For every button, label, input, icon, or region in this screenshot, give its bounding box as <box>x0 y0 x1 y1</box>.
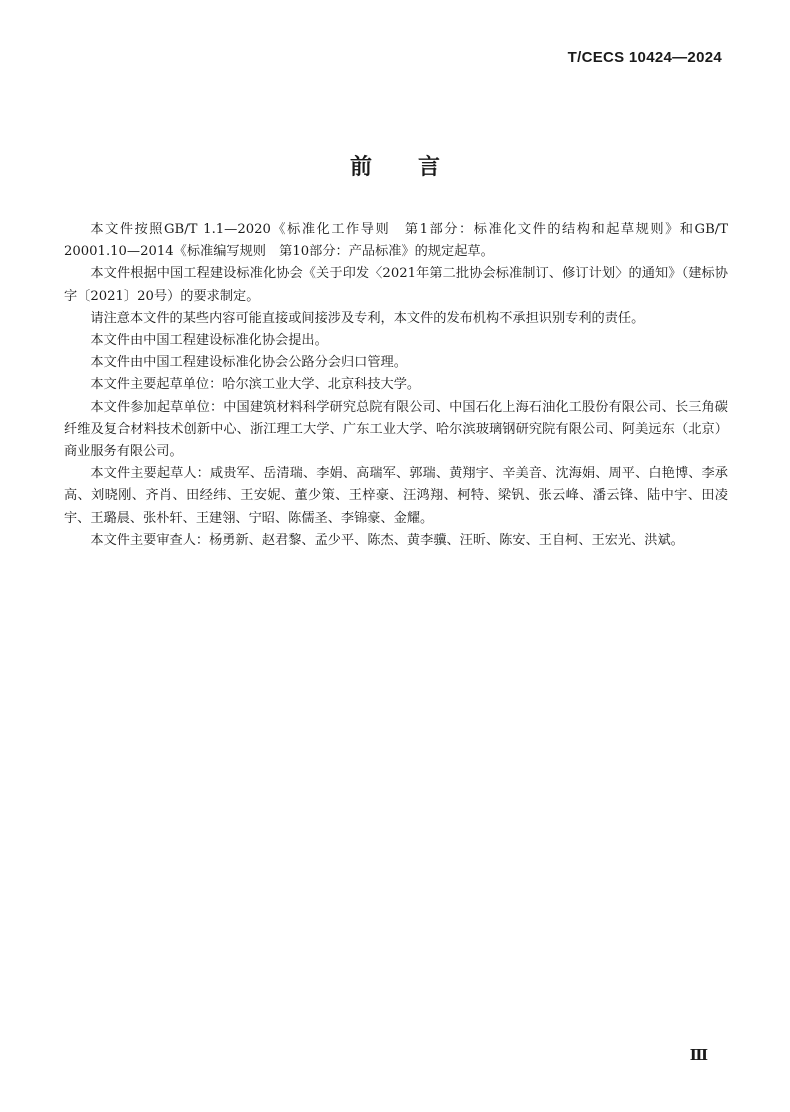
paragraph-management: 本文件由中国工程建设标准化协会公路分会归口管理。 <box>90 355 407 371</box>
paragraph-main-drafting-units: 本文件主要起草单位：哈尔滨工业大学、北京科技大学。 <box>90 377 421 393</box>
document-body <box>64 219 728 552</box>
paragraph-main-reviewers: 本文件主要审查人：杨勇新、赵君黎、孟少平、陈杰、黄李骥、汪昕、陈安、王自柯、王宏光、洪斌。 <box>90 532 684 548</box>
paragraph-patent-notice: 请注意本文件的某些内容可能直接或间接涉及专利，本文件的发布机构不承担识别专利的责任。 <box>90 310 645 326</box>
paragraph-participating-units: 本文件参加起草单位：中国建筑材料科学研究总院有限公司、中国石化上海石油化工股份有限公司、长三角碳纤维及复合材料技术创新中心、浙江理工大学、广东工业大学、哈尔滨玻璃钢研究院有限公司、阿美远东（北京）商业服务有限公司。 <box>64 399 728 460</box>
paragraph-proposer: 本文件由中国工程建设标准化协会提出。 <box>90 333 328 349</box>
document-code: T/CECS 10424—2024 <box>567 49 722 66</box>
page-number: Ⅲ <box>689 1046 708 1064</box>
paragraph-drafting-basis: 本文件按照GB/T 1.1—2020《标准化工作导则 第1部分：标准化文件的结构和起草规则》和GB/T 20001.10—2014《标准编写规则 第10部分：产品标准》的规定起草。 <box>64 222 728 260</box>
page-title: 前言 <box>349 155 486 180</box>
paragraph-drafting-requirement: 本文件根据中国工程建设标准化协会《关于印发〈2021年第二批协会标准制订、修订计划〉的通知》（建标协字〔2021〕20号）的要求制定。 <box>64 266 728 304</box>
paragraph-main-drafters: 本文件主要起草人：咸贵军、岳清瑞、李娟、高瑞军、郭瑞、黄翔宇、辛美音、沈海娟、周平、白艳博、李承高、刘晓刚、齐肖、田经纬、王安妮、董少策、王梓豪、汪鸿翔、柯特、梁钒、张云峰、潘云锋、陆中宇、田凌宇、王璐晨、张朴轩、王建翎、宁昭、陈儒圣、李锦豪、金耀。 <box>64 466 728 526</box>
